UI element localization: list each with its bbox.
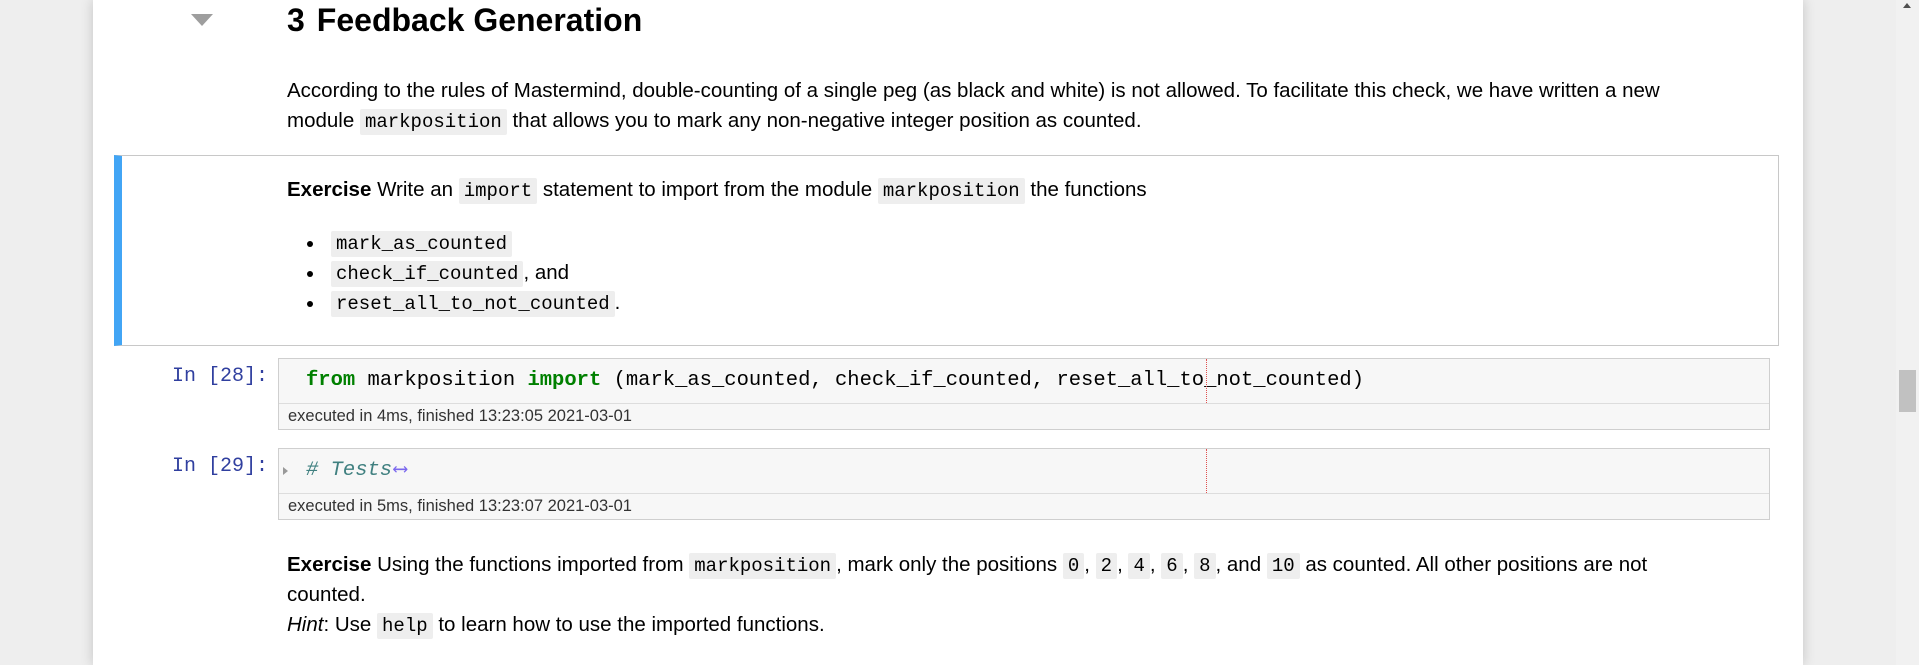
position-code: 0 xyxy=(1063,553,1084,579)
hint-line xyxy=(287,610,825,641)
module-code: markposition xyxy=(360,109,507,135)
code-editor[interactable] xyxy=(279,449,1769,494)
scroll-up-arrow-icon[interactable] xyxy=(1903,3,1911,8)
module-code: markposition xyxy=(689,553,836,579)
exercise-text: as counted. All other positions are not xyxy=(1305,553,1648,576)
line-length-ruler xyxy=(1206,359,1207,403)
exercise-label: Exercise xyxy=(287,178,372,201)
vertical-scrollbar[interactable] xyxy=(1896,0,1919,665)
hint-text: to learn how to use the imported functions. xyxy=(438,613,825,636)
code-cell-29[interactable] xyxy=(278,448,1770,520)
exercise-label: Exercise xyxy=(287,553,372,576)
exercise1-text xyxy=(287,175,1147,206)
execution-time: executed in 5ms, finished 13:23:07 2021-03-01 xyxy=(288,497,632,515)
intro-text: According to the rules of Mastermind, double-counting of a single peg (as black and white) is not allowed. To facilitate this check, we have written a new xyxy=(287,79,1660,102)
intro-paragraph-line2 xyxy=(287,106,1142,137)
hint-text: : Use xyxy=(323,613,372,636)
code-args: (mark_as_counted, check_if_counted, reset_all_to_not_counted) xyxy=(601,369,1364,392)
collapse-heading-caret-icon[interactable] xyxy=(191,14,213,26)
code-editor[interactable] xyxy=(279,359,1769,404)
section-title: Feedback Generation xyxy=(316,2,643,38)
list-suffix: . xyxy=(614,291,621,314)
list-suffix: , and xyxy=(523,261,570,284)
position-code: 10 xyxy=(1267,553,1300,579)
separator: , xyxy=(1182,553,1189,576)
function-list xyxy=(307,228,621,318)
execution-time: executed in 4ms, finished 13:23:05 2021-03-01 xyxy=(288,407,632,425)
position-code: 4 xyxy=(1128,553,1149,579)
line-length-ruler xyxy=(1206,449,1207,493)
exercise2-line2: counted. xyxy=(287,583,366,606)
expand-fold-icon[interactable] xyxy=(283,467,288,475)
cell-prompt: In [29]: xyxy=(171,455,268,478)
import-code: import xyxy=(459,178,537,204)
hint-label: Hint xyxy=(287,613,324,636)
exercise-text: Using the functions imported from xyxy=(377,553,684,576)
exercise-text: Write an xyxy=(377,178,454,201)
function-code: check_if_counted xyxy=(331,261,523,287)
code-comment: # Tests xyxy=(306,459,393,482)
cell-prompt: In [28]: xyxy=(171,365,268,388)
separator: , xyxy=(1084,553,1090,576)
intro-text-module: module xyxy=(287,109,355,132)
list-item xyxy=(307,228,596,258)
intro-text-after: that allows you to mark any non-negative integer position as counted. xyxy=(512,109,1142,132)
list-item xyxy=(307,258,596,288)
keyword-from: from xyxy=(306,369,356,392)
separator: , and xyxy=(1215,553,1262,576)
section-heading xyxy=(287,0,642,44)
function-code: mark_as_counted xyxy=(331,231,512,257)
section-number: 3 xyxy=(287,2,305,38)
code-cell-28[interactable] xyxy=(278,358,1770,430)
exercise2-line1 xyxy=(287,550,1647,581)
folded-code-ellipsis-icon[interactable]: ⟷ xyxy=(394,459,407,482)
code-line xyxy=(306,456,406,486)
separator: , xyxy=(1149,553,1156,576)
separator: , xyxy=(1117,553,1123,576)
position-code: 6 xyxy=(1161,553,1182,579)
exercise-text: , mark only the positions xyxy=(836,553,1058,576)
exercise-text: the functions xyxy=(1030,178,1147,201)
module-code: markposition xyxy=(878,178,1025,204)
position-code: 8 xyxy=(1194,553,1215,579)
position-code: 2 xyxy=(1096,553,1117,579)
scrollbar-thumb[interactable] xyxy=(1899,370,1916,412)
intro-paragraph-line1 xyxy=(287,76,1660,106)
keyword-import: import xyxy=(527,369,602,392)
exercise-text: statement to import from the module xyxy=(542,178,873,201)
code-module: markposition xyxy=(355,369,528,392)
help-code: help xyxy=(377,613,433,639)
function-code: reset_all_to_not_counted xyxy=(331,291,615,317)
list-item xyxy=(307,288,621,318)
